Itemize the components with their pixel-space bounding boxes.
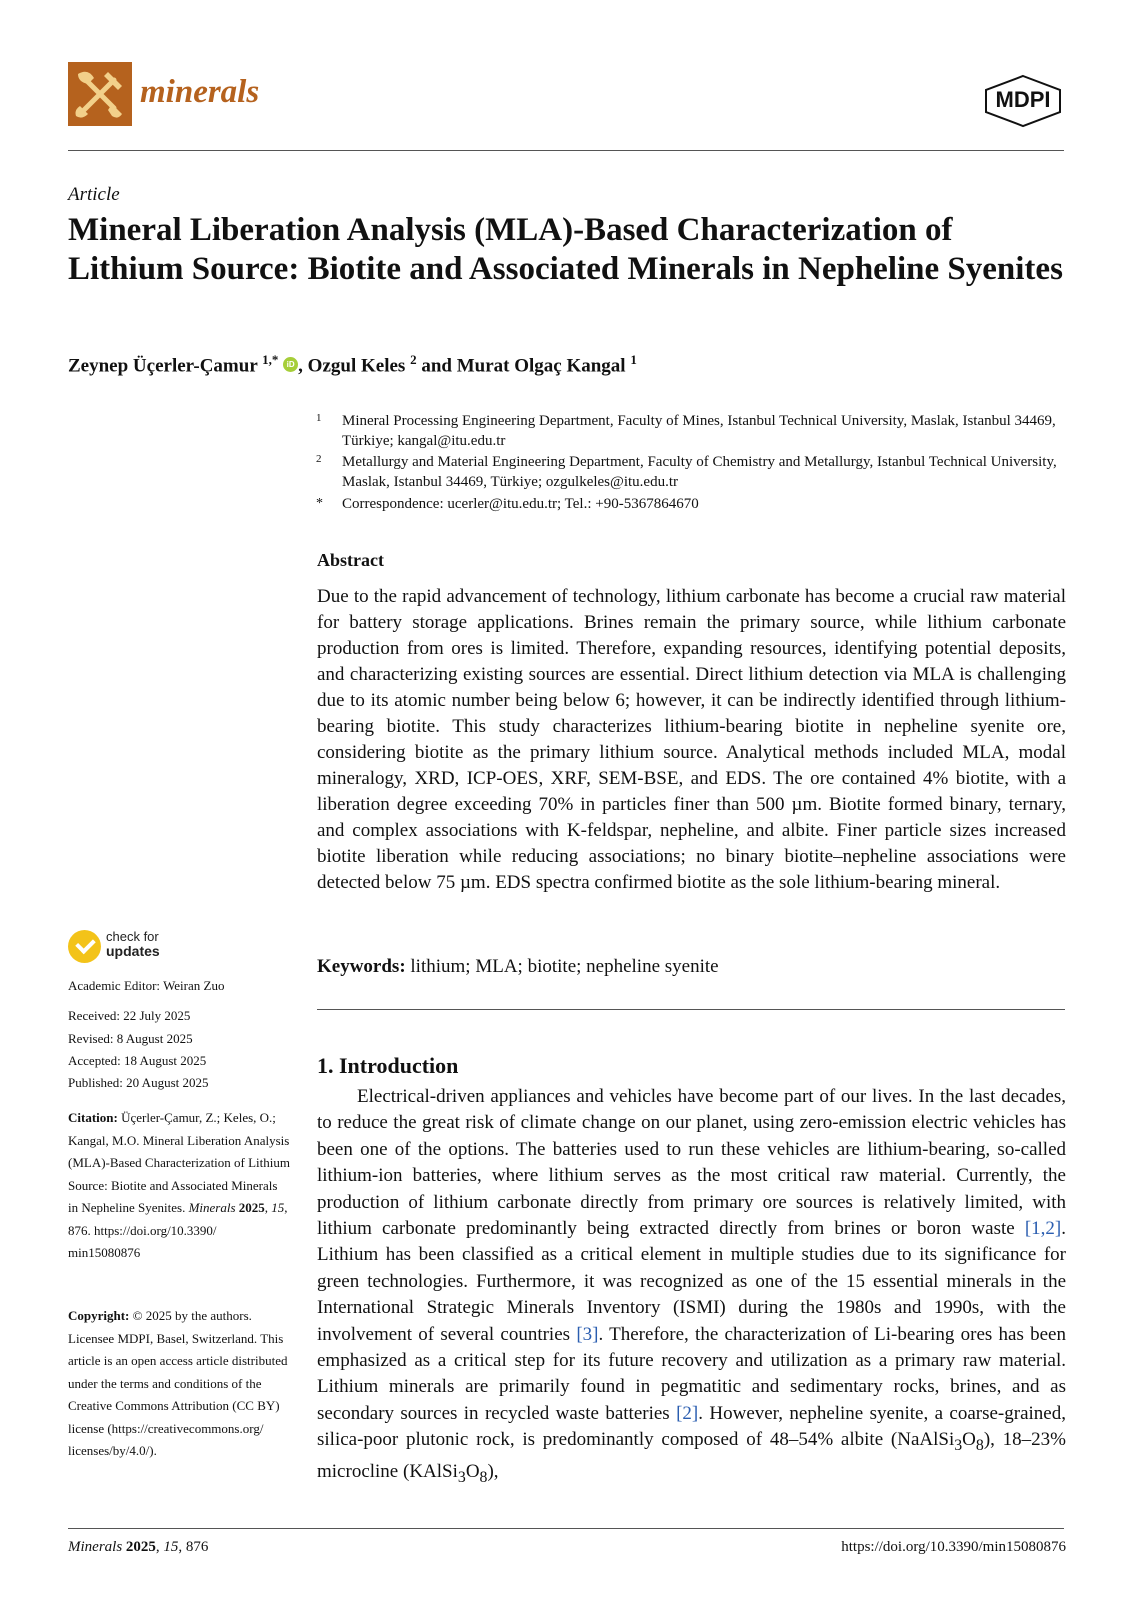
affiliation-1 — [316, 411, 1068, 451]
affiliation-mark: * — [316, 496, 323, 511]
citation-link[interactable]: [2] — [676, 1402, 699, 1424]
check-label: check for — [106, 929, 159, 944]
affiliation-text: Metallurgy and Material Engineering Department, Faculty of Chemistry and Metallurgy, Istanbul Technical University, Maslak, Istanbul 34469, Türkiye; ozgulkeles@itu.edu.tr — [342, 454, 1057, 490]
academic-editor: Academic Editor: Weiran Zuo — [68, 978, 225, 993]
affiliation-2 — [316, 452, 1068, 492]
affiliation-text: Mineral Processing Engineering Department, Faculty of Mines, Istanbul Technical University, Maslak, Istanbul 34469, Türkiye; kangal@itu.edu.tr — [342, 413, 1056, 449]
footer-journal-ref: Minerals 2025, 15, 876 — [68, 1539, 209, 1555]
affiliation-text: Correspondence: ucerler@itu.edu.tr; Tel.: +90-5367864670 — [342, 496, 699, 512]
abstract-heading: Abstract — [317, 550, 384, 570]
updates-label: updates — [106, 943, 160, 959]
orcid-icon[interactable]: iD — [283, 357, 298, 372]
affiliation-mark: 1 — [316, 412, 322, 424]
abstract-divider — [317, 1009, 1065, 1010]
footer-volume: 15 — [163, 1539, 179, 1555]
author-affiliation-mark: 1 — [630, 352, 637, 367]
checkmark-icon — [68, 930, 101, 963]
author-affiliation-mark: 1,* — [262, 352, 279, 367]
correspondence — [316, 494, 1068, 514]
check-for-updates-badge[interactable] — [68, 930, 228, 970]
footer-page: 876 — [185, 1539, 209, 1555]
copyright-block — [68, 1305, 290, 1463]
keywords-text: lithium; MLA; biotite; nepheline syenite — [410, 956, 719, 977]
keywords-label: Keywords: — [317, 956, 406, 977]
citation-label: Citation: — [68, 1110, 118, 1125]
received-date: Received: 22 July 2025 — [68, 1008, 191, 1023]
citation-link[interactable]: [3] — [576, 1323, 599, 1345]
published-date: Published: 20 August 2025 — [68, 1075, 209, 1090]
journal-name: minerals — [140, 74, 260, 110]
journal-logo[interactable] — [68, 62, 132, 126]
footer-year: 2025 — [125, 1539, 156, 1555]
citation-volume: 15 — [271, 1200, 285, 1215]
citation-block: Citation: Üçerler-Çamur, Z.; Keles, O.; Kangal, M.O. Mineral Liberation Analysis (MLA)-Based Characterization of Lithium Source: Biotite and Associated Minerals in Nepheline Syenites. Minerals 2025, 15, 876. https://doi.org/10.3390/ min15080876 — [68, 1110, 291, 1260]
author-affiliation-mark: 2 — [410, 352, 417, 367]
accepted-date: Accepted: 18 August 2025 — [68, 1053, 207, 1068]
introduction-text: Electrical-driven appliances and vehicles have become part of our lives. In the last decades, to reduce the great risk of climate change on our planet, using zero-emission electric vehicles has been one of the options. The batteries used to run these vehicles are lithium-bearing, so-called lithium-ion batteries, where lithium serves as the most critical raw material. Currently, the production of lithium carbonate directly from primary ore sources is relatively limited, with lithium carbonate predominantly being extracted directly from brines or boron waste [1,2]. Lithium has been classified as a critical element in multiple studies due to its significance for green technologies. Furthermore, it was recognized as one of the 15 essential minerals in the International Strategic Minerals Inventory (ISMI) during the 1980s and 1990s, with the involvement of several countries [3]. Therefore, the characterization of Li-bearing ores has been emphasized as a critical step for its future recovery and utilization as a primary raw material. Lithium minerals are primarily found in pegmatitic and sedimentary rocks, brines, and as secondary sources in recycled waste batteries [2]. However, nepheline syenite, a coarse-grained, silica-poor plutonic rock, is predominantly composed of 48–54% albite $(NaAlSi_3O_8)$, 18–23% microcline $(KAlSi_3O_8)$, — [317, 1086, 1066, 1487]
mdpi-logo[interactable] — [982, 74, 1064, 128]
author-name[interactable]: Murat Olgaç Kangal — [456, 355, 626, 377]
affiliation-mark: 2 — [316, 453, 322, 465]
header-divider — [68, 150, 1064, 151]
footer-divider — [68, 1528, 1064, 1529]
copyright-label: Copyright: — [68, 1308, 130, 1323]
author-list: Zeynep Üçerler-Çamur $^{1,*}$ iD , Ozgul Keles $^2$ and Murat Olgaç Kangal $^1$ — [68, 352, 637, 377]
keywords — [317, 956, 719, 978]
author-name[interactable]: Zeynep Üçerler-Çamur — [68, 355, 258, 377]
footer-doi-link[interactable]: https://doi.org/10.3390/min15080876 — [841, 1539, 1066, 1555]
citation-link[interactable]: [1,2] — [1024, 1218, 1062, 1240]
author-name[interactable]: Ozgul Keles — [307, 355, 406, 377]
footer-journal: Minerals — [68, 1539, 123, 1555]
publisher-name: MDPI — [995, 87, 1051, 112]
abstract-text: Due to the rapid advancement of technology, lithium carbonate has become a crucial raw material for battery storage applications. Brines remain the primary source, while lithium carbonate production from ores is limited. Therefore, expanding resources, identifying potential deposits, and characterizing existing sources are essential. Direct lithium detection via MLA is challenging due to its atomic number being below 6; however, it can be indirectly identified through lithium-bearing biotite. This study characterizes lithium-bearing biotite in nepheline syenite ore, considering biotite as the primary lithium source. Analytical methods included MLA, modal mineralogy, XRD, ICP-OES, XRF, SEM-BSE, and EDS. The ore contained 4% biotite, with a liberation degree exceeding 70% in particles finer than 500 µm. Biotite formed binary, ternary, and complex associations with K-feldspar, nepheline, and albite. Finer particle sizes increased biotite liberation while reducing associations; no binary biotite–nepheline associations were detected below 75 µm. EDS spectra confirmed biotite as the sole lithium-bearing mineral. — [317, 586, 1066, 893]
section-heading-introduction: 1. Introduction — [317, 1053, 459, 1078]
citation-doi[interactable]: 876. https://doi.org/10.3390/ min15080876 — [68, 1222, 217, 1260]
revised-date: Revised: 8 August 2025 — [68, 1031, 193, 1046]
citation-journal: Minerals — [188, 1200, 236, 1215]
citation-year: 2025 — [238, 1200, 265, 1215]
article-type: Article — [68, 184, 120, 205]
citation-text: Üçerler-Çamur, Z.; Keles, O.; Kangal, M.O. Mineral Liberation Analysis (MLA)-Based Characterization of Lithium Source: Biotite and Associated Minerals in Nepheline Syenites. — [68, 1110, 291, 1215]
pickaxe-shovel-icon — [68, 62, 132, 126]
page-title: Mineral Liberation Analysis (MLA)-Based Characterization of Lithium Source: Biotite and Associated Minerals in Nepheline Syenites — [68, 212, 1063, 287]
copyright-text: © 2025 by the authors. Licensee MDPI, Basel, Switzerland. This article is an open access article distributed under the terms and conditions of the Creative Commons Attribution (CC BY) license (https://creativecommons.org/ licenses/by/4.0/). — [68, 1308, 288, 1458]
author-conjunction: and — [421, 355, 452, 377]
